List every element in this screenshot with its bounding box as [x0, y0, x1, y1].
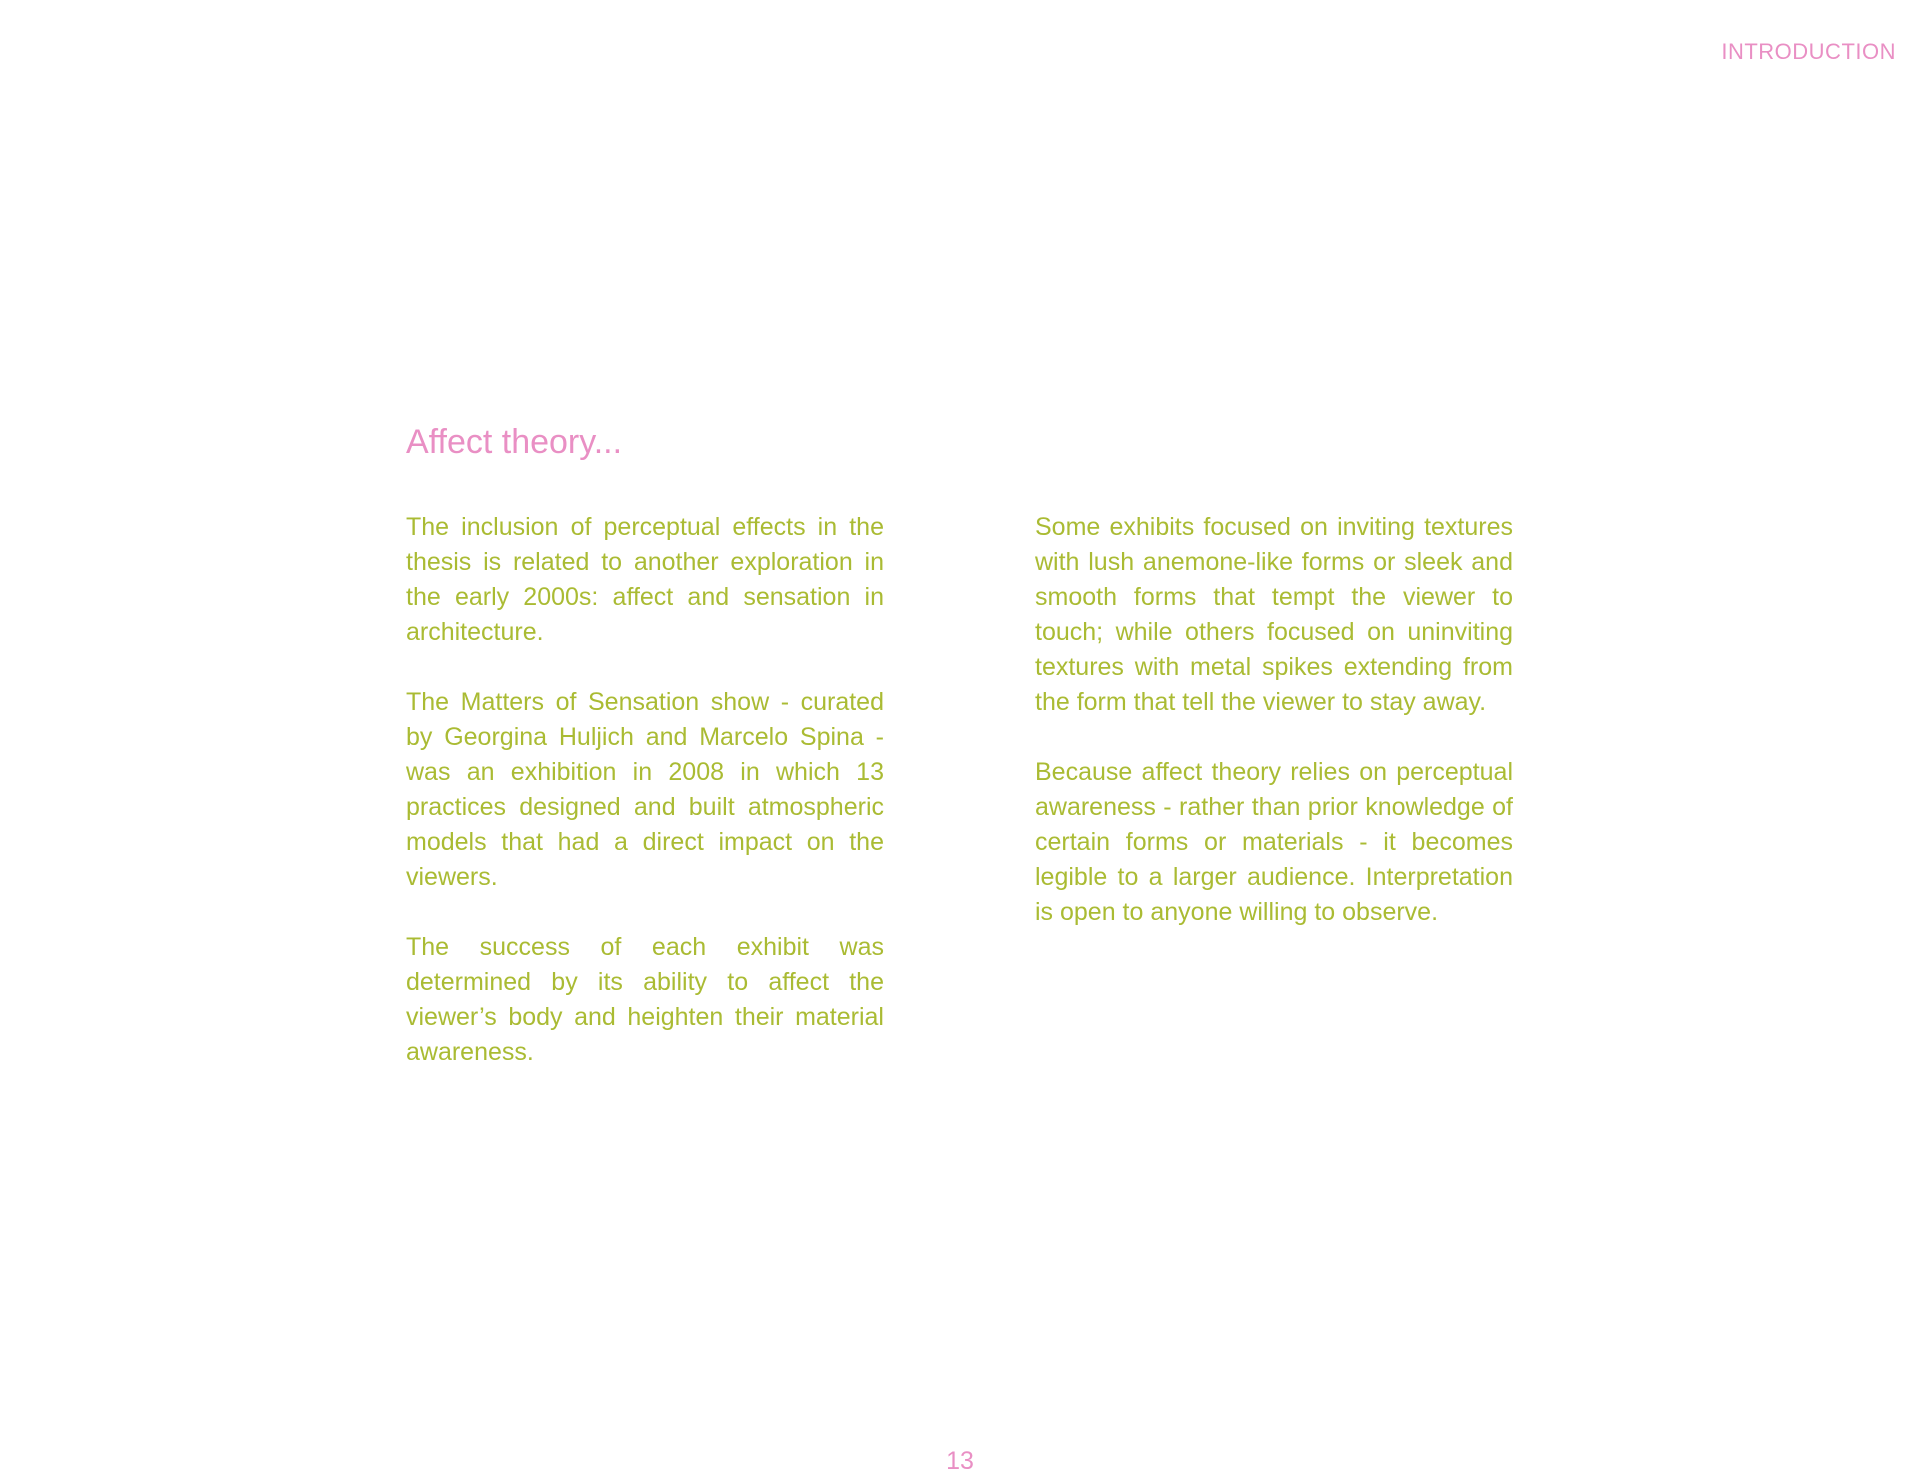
paragraph: The success of each exhibit was determined by its ability to affect the viewer’s body and heighten their material awareness.	[406, 933, 884, 1066]
left-text-column	[406, 510, 884, 1105]
paragraph: The inclusion of perceptual effects in the thesis is related to another exploration in the early 2000s: affect and sensation in architecture.	[406, 513, 884, 646]
page-number: 13	[946, 1447, 974, 1475]
paragraph: Some exhibits focused on inviting textures with lush anemone-like forms or sleek and smooth forms that tempt the viewer to touch; while others focused on uninviting textures with metal spikes extending from the form that tell the viewer to stay away.	[1035, 513, 1513, 716]
paragraph: The Matters of Sensation show - curated by Georgina Huljich and Marcelo Spina - was an exhibition in 2008 in which 13 practices designed and built atmospheric models that had a direct impact on the viewers.	[406, 688, 884, 891]
paragraph: Because affect theory relies on perceptual awareness - rather than prior knowledge of certain forms or materials - it becomes legible to a larger audience. Interpretation is open to anyone willing to observe.	[1035, 758, 1513, 926]
right-text-column	[1035, 510, 1513, 965]
running-header-section-label: INTRODUCTION	[1721, 39, 1896, 64]
section-heading: Affect theory...	[406, 423, 623, 461]
